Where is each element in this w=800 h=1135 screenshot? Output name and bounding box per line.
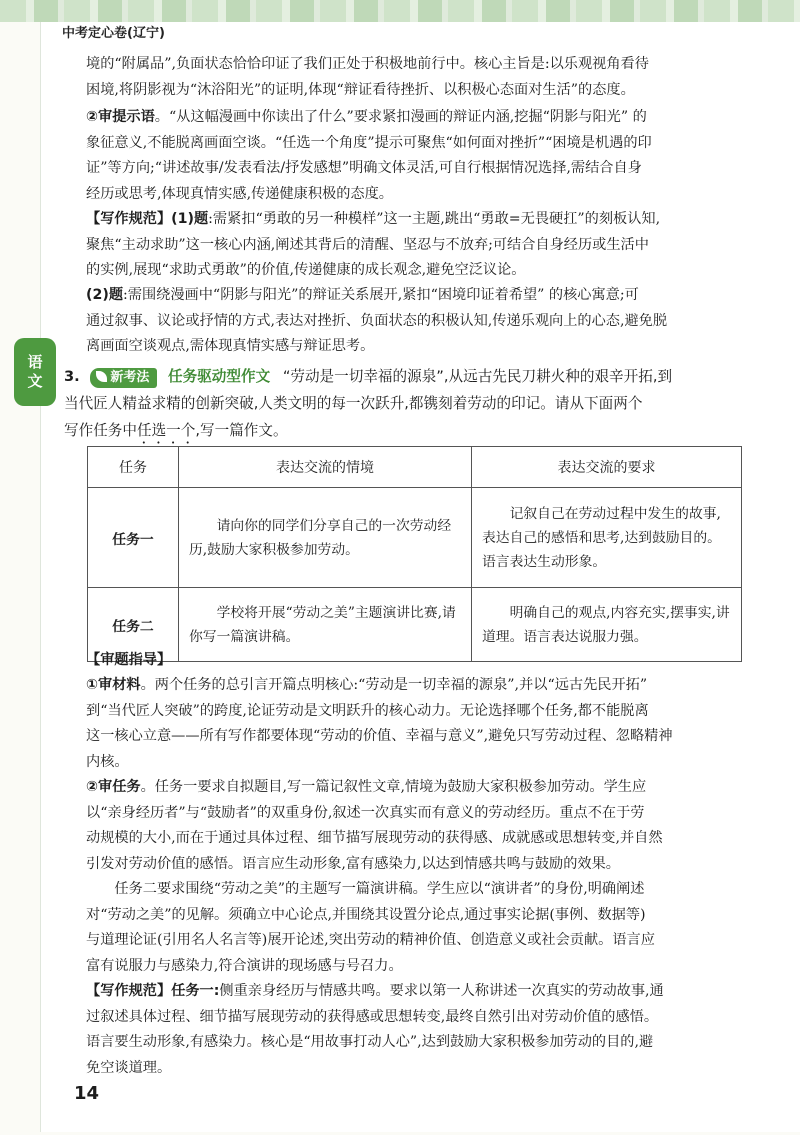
text-line: 以“亲身经历者”与“鼓励者”的双重身份,叙述一次真实而有意义的劳动经历。重点不在于劳 (86, 804, 645, 821)
side-tab-char-2: 文 (27, 372, 43, 390)
text-line: 困境,将阴影视为“沐浴阳光”的证明,体现“辩证看待挫折、以积极心态面对生活”的态度。 (86, 81, 635, 98)
table-row (88, 488, 742, 588)
guide-task-2 (86, 877, 742, 979)
text-line: 。任务一要求自拟题目,写一篇记叙性文章,情境为鼓励大家积极参加劳动。学生应 (140, 779, 647, 795)
side-tab-char-1: 语 (27, 353, 43, 371)
question-text: ,写一篇作文。 (195, 422, 288, 439)
section-head: 【写作规范】(1)题 (86, 211, 209, 227)
text-line: 证”等方向;“讲述故事/发表看法/抒发感想”明确文体灵活,可自行根据情况选择,需结合自身 (86, 160, 642, 176)
para-writing-spec-2 (86, 283, 742, 360)
question-number: 3. (64, 368, 80, 385)
text-line: 语言要生动形象,有感染力。核心是“用故事打动人心”,达到鼓励大家积极参加劳动的目的,避 (86, 1034, 654, 1050)
text-line: 到“当代匠人突破”的跨度,论证劳动是文明跃升的核心动力。无论选择哪个任务,都不能脱离 (86, 702, 649, 719)
question-type-tag: 任务驱动型作文 (168, 368, 271, 385)
text-line: 聚焦“主动求助”这一核心内涵,阐述其背后的清醒、坚忍与不放弃;可结合自身经历或生活中 (86, 236, 649, 253)
text-line: 过叙述具体过程、细节描写展现劳动的获得感或思想转变,最终自然引出对劳动价值的感悟。 (86, 1008, 659, 1025)
text-line: 侧重亲身经历与情感共鸣。要求以第一人称讲述一次真实的劳动故事,通 (219, 983, 664, 999)
page-number: 14 (74, 1083, 100, 1104)
question-text: 写作任务中 (64, 422, 137, 439)
text-line: :需紧扣“勇敢的另一种模样”这一主题,跳出“勇敢=无畏硬扛”的刻板认知, (208, 211, 661, 227)
task-name: 任务一 (88, 488, 179, 588)
text-line: 境的“附属品”,负面状态恰恰印证了我们正处于积极地前行中。核心主旨是:以乐观视角看待 (86, 56, 649, 72)
text-line: 免空谈道理。 (86, 1059, 172, 1076)
text-line: 这一核心立意——所有写作都要体现“劳动的价值、幸福与意义”,避免只写劳动过程、忽略精神 (86, 728, 673, 744)
question-text: 当代匠人精益求精的创新突破,人类文明的每一次跃升,都镌刻着劳动的印记。请从下面两个 (64, 395, 643, 412)
page-header: 中考定心卷(辽宁) (62, 26, 165, 41)
text-line: 动规模的大小,而在于通过具体过程、细节描写展现劳动的获得感、成就感或思想转变,并自然 (86, 830, 663, 846)
guide-task (86, 775, 742, 877)
section-head: (2)题 (86, 287, 124, 303)
guide-title: 【审题指导】 (86, 652, 172, 668)
table-header: 任务 (88, 447, 179, 488)
guide-writing-spec (86, 979, 742, 1081)
question-text: “劳动是一切幸福的源泉”,从远古先民刀耕火种的艰辛开拓,到 (282, 368, 673, 385)
text-line: 经历或思考,体现真情实感,传递健康积极的态度。 (86, 185, 393, 202)
guide-material (86, 673, 742, 775)
text-line: :需围绕漫画中“阴影与阳光”的辩证关系展开,紧扣“困境印证着希望” 的核心寓意;可 (123, 287, 639, 303)
task-requirement: 明确自己的观点,内容充实,摆事实,讲道理。语言表达说服力强。 (472, 588, 742, 662)
emphasized-text: 任选一个 (136, 422, 196, 439)
text-line: 引发对劳动价值的感悟。语言应生动形象,富有感染力,以达到情感共鸣与鼓励的效果。 (86, 855, 620, 872)
task-table (87, 446, 742, 662)
section-head: ②审提示语 (86, 109, 155, 125)
text-line: 任务二要求围绕“劳动之美”的主题写一篇演讲稿。学生应以“演讲者”的身份,明确阐述 (86, 881, 645, 897)
table-header: 表达交流的要求 (472, 447, 742, 488)
section-head: ①审材料 (86, 677, 141, 693)
text-line: 。“从这幅漫画中你读出了什么”要求紧扣漫画的辩证内涵,挖掘“阴影与阳光” 的 (154, 109, 647, 125)
text-line: 象征意义,不能脱离画面空谈。“任选一个角度”提示可聚焦“如何面对挫折”“困境是机遇的印 (86, 134, 652, 151)
section-head: 【写作规范】任务一: (86, 983, 220, 999)
table-header-row (88, 447, 742, 488)
para-prompt-analysis (86, 105, 742, 207)
question-3 (64, 363, 744, 447)
task-context: 学校将开展“劳动之美”主题演讲比赛,请你写一篇演讲稿。 (179, 588, 472, 662)
top-decorative-bar (0, 0, 800, 22)
guide-title-line (86, 648, 742, 674)
text-line: 对“劳动之美”的见解。须确立中心论点,并围绕其设置分论点,通过事实论据(事例、数据等) (86, 906, 646, 923)
text-line: 富有说服力与感染力,符合演讲的现场感与号召力。 (86, 957, 403, 974)
text-line: 通过叙事、议论或抒情的方式,表达对挫折、负面状态的积极认知,传递乐观向上的心态,避免脱 (86, 312, 668, 329)
para-writing-spec-1 (86, 207, 742, 284)
badge-label: 新考法 (110, 370, 150, 385)
para-conclusion (86, 52, 742, 103)
leaf-icon (96, 371, 107, 382)
text-line: 。两个任务的总引言开篇点明核心:“劳动是一切幸福的源泉”,并以“远古先民开拓” (140, 677, 648, 693)
subject-side-tab (14, 338, 56, 406)
text-line: 离画面空谈观点,需体现真情实感与辩证思考。 (86, 338, 375, 354)
task-requirement: 记叙自己在劳动过程中发生的故事,表达自己的感悟和思考,达到鼓励目的。语言表达生动形象。 (472, 488, 742, 588)
text-line: 内核。 (86, 753, 129, 770)
new-format-badge (90, 368, 157, 388)
text-line: 与道理论证(引用名人名言等)展开论述,突出劳动的精神价值、创造意义或社会贡献。语言应 (86, 932, 655, 948)
task-context: 请向你的同学们分享自己的一次劳动经历,鼓励大家积极参加劳动。 (179, 488, 472, 588)
section-head: ②审任务 (86, 779, 141, 795)
text-line: 的实例,展现“求助式勇敢”的价值,传递健康的成长观念,避免空泛议论。 (86, 262, 526, 278)
table-header: 表达交流的情境 (179, 447, 472, 488)
task-name: 任务二 (88, 588, 179, 662)
